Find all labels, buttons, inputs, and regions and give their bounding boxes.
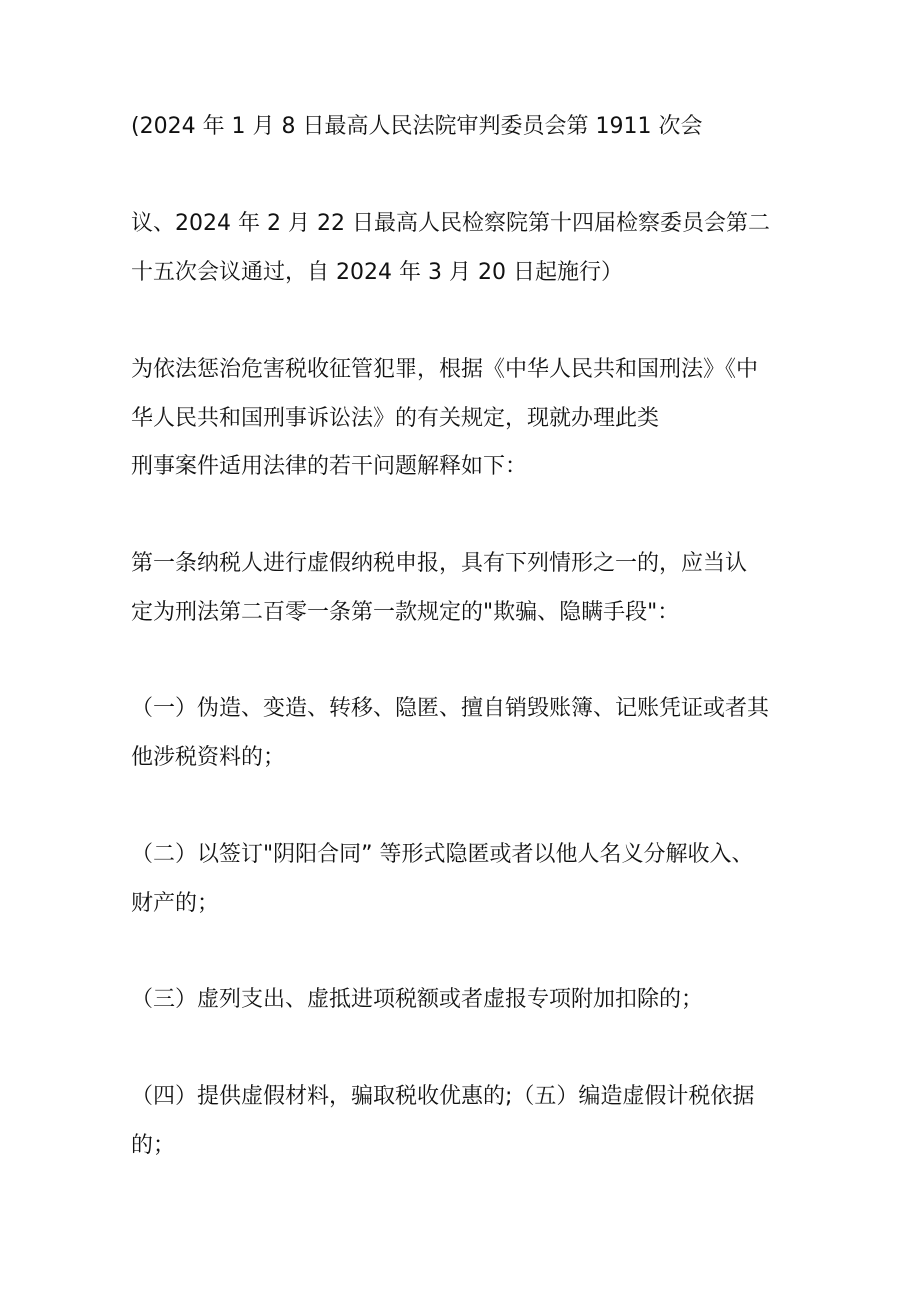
article-1-line-1: 第一条纳税人进行虚假纳税申报，具有下列情形之一的，应当认 xyxy=(131,551,748,576)
intro-line-1: 为依法惩治危害税收征管犯罪，根据《中华人民共和国刑法》《中 xyxy=(131,357,759,382)
article-1-line-2: 定为刑法第二百零一条第一款规定的"欺骗、隐瞒手段"： xyxy=(131,600,680,625)
intro-line-2: 华人民共和国刑事诉讼法》的有关规定，现就办理此类 xyxy=(131,406,660,431)
item-4-line-1: （四）提供虚假材料，骗取税收优惠的;（五）编造虚假计税依据 xyxy=(131,1084,755,1109)
preamble-line-1: (2024 年 1 月 8 日最高人民法院审判委员会第 1911 次会 xyxy=(131,114,703,139)
item-2-line-1: （二）以签订"阴阳合同” 等形式隐匿或者以他人名义分解收入、 xyxy=(131,842,754,867)
item-2-line-2: 财产的； xyxy=(131,891,220,916)
item-1-line-1: （一）伪造、变造、转移、隐匿、擅自销毁账簿、记账凭证或者其 xyxy=(131,696,770,721)
item-3-line-1: （三）虚列支出、虚抵进项税额或者虚报专项附加扣除的； xyxy=(131,987,704,1012)
preamble-line-2: 议、2024 年 2 月 22 日最高人民检察院第十四届检察委员会第二 xyxy=(131,211,770,236)
item-4-line-2: 的； xyxy=(131,1133,176,1158)
intro-line-3: 刑事案件适用法律的若干问题解释如下： xyxy=(131,454,528,479)
item-1-line-2: 他涉税资料的； xyxy=(131,745,286,770)
preamble-line-3: 十五次会议通过，自 2024 年 3 月 20 日起施行） xyxy=(131,260,623,285)
